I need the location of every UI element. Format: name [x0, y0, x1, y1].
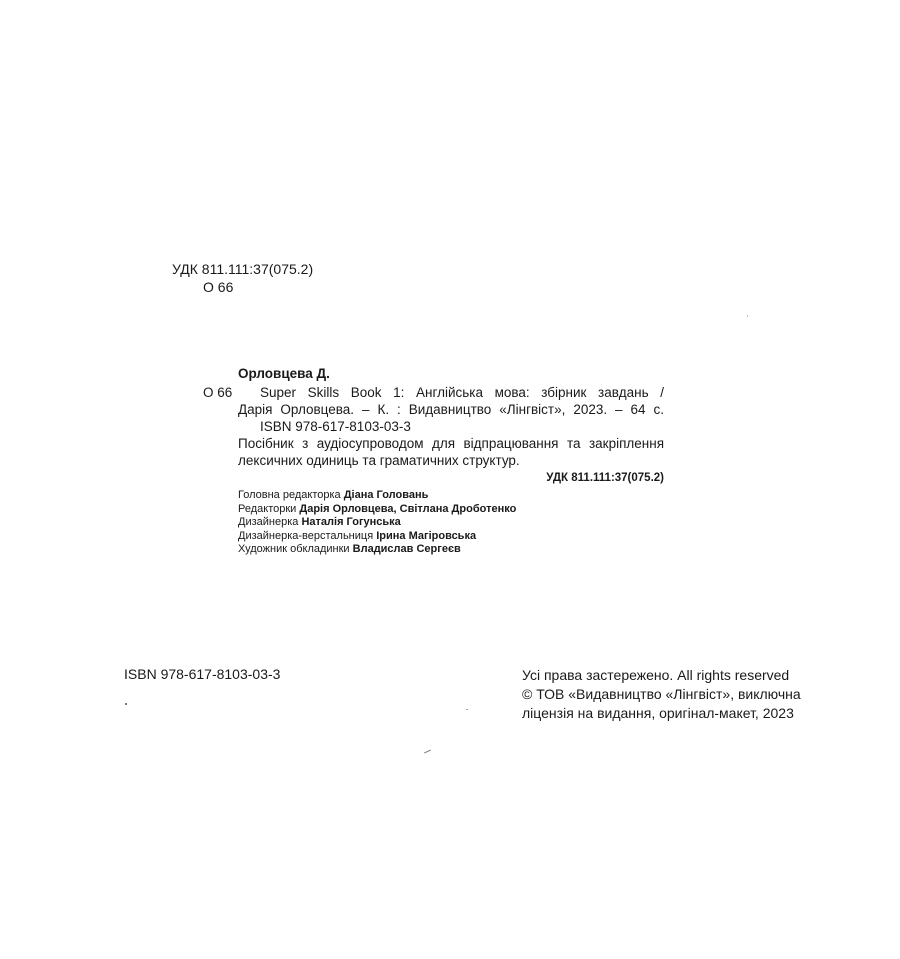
rights-line: ліцензія на видання, оригінал-макет, 2023 — [522, 705, 794, 721]
credit-row — [238, 516, 516, 530]
entry-description-line: лексичних одиниць та граматичних структур. — [238, 453, 520, 468]
udk-code: УДК 811.111:37(075.2) — [172, 261, 314, 277]
credit-row — [238, 503, 516, 517]
entry-title-line: Super Skills Book 1: Англійська мова: збірник завдань / — [260, 385, 664, 400]
entry-description-line: Посібник з аудіосупроводом для відпрацювання та закріплення — [238, 436, 664, 451]
credit-row — [238, 543, 516, 557]
credit-role: Редакторки — [238, 502, 297, 515]
credit-name: Наталія Гогунська — [301, 516, 401, 528]
scan-speck — [125, 703, 127, 705]
credit-role: Дизайнерка — [238, 516, 299, 528]
bibliographic-entry — [238, 384, 664, 487]
rights-block — [522, 666, 801, 723]
credits-block — [238, 489, 516, 557]
entry-title-line: Дарія Орловцева. – К. : Видавництво «Лінгвіст», 2023. – 64 с. — [238, 402, 664, 417]
footer-isbn: ISBN 978-617-8103-03-3 — [124, 666, 281, 682]
credit-name: Дарія Орловцева, Світлана Дроботенко — [299, 502, 517, 515]
entry-author: Орловцева Д. — [238, 366, 330, 381]
scan-speck — [747, 315, 748, 317]
entry-udk: УДК 811.111:37(075.2) — [546, 472, 664, 484]
credit-name: Діана Головань — [343, 489, 429, 501]
credit-name: Владислав Сергеєв — [352, 543, 461, 555]
scan-speck — [466, 709, 468, 710]
credit-name: Ірина Магіровська — [376, 529, 477, 542]
entry-code: О 66 — [203, 385, 233, 400]
credit-role: Художник обкладинки — [238, 543, 350, 555]
entry-isbn: ISBN 978-617-8103-03-3 — [260, 419, 411, 434]
credit-role: Дизайнерка-верстальниця — [238, 529, 374, 542]
credit-role: Головна редакторка — [238, 489, 341, 501]
credit-row — [238, 489, 516, 503]
author-mark: О 66 — [203, 279, 234, 295]
scan-speck — [424, 750, 431, 754]
rights-line: Усі права застережено. All rights reserved — [522, 667, 790, 683]
credit-row — [238, 530, 516, 544]
rights-line: © ТОВ «Видавництво «Лінгвіст», виключна — [522, 686, 801, 702]
